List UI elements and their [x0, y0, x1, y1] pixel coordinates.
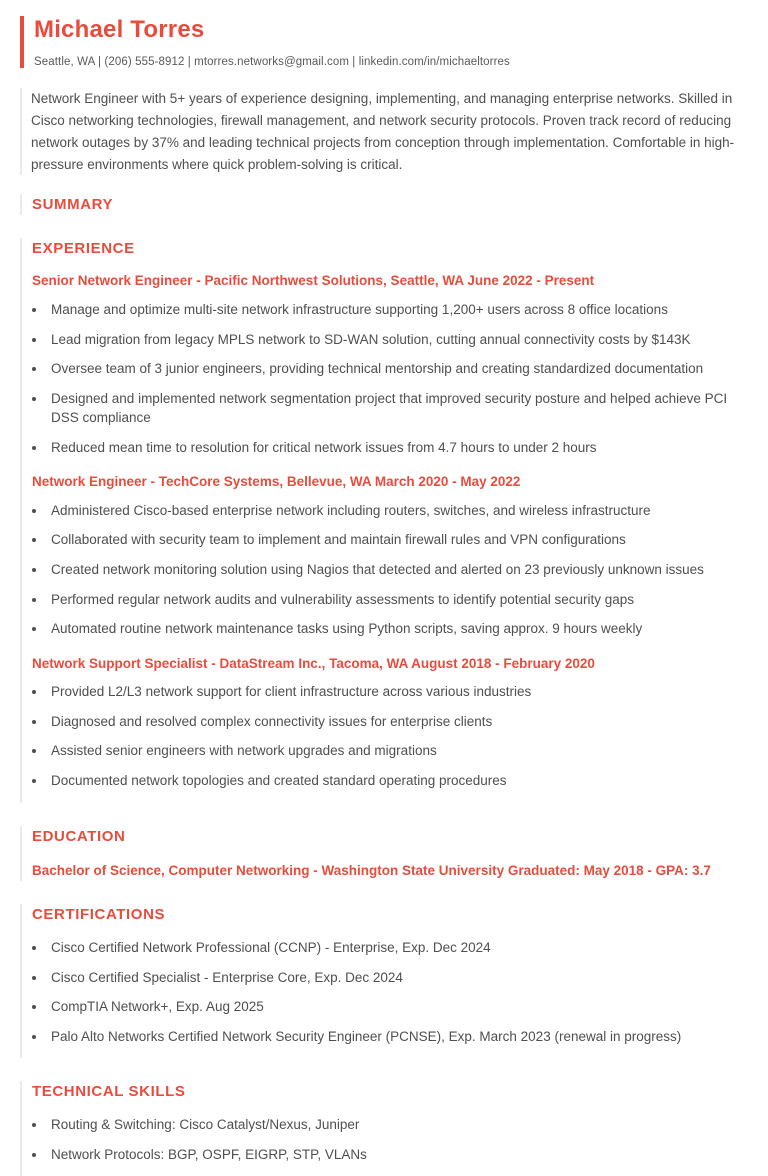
experience-heading: EXPERIENCE — [32, 240, 135, 258]
bullet-item: • Created network monitoring solution using Nagios that detected and alerted on 23 previously unknown issues — [47, 560, 742, 580]
section-experience — [20, 238, 742, 802]
bullet-item: • Assisted senior engineers with network upgrades and migrations — [47, 741, 742, 761]
job-bullet-list — [32, 682, 742, 790]
certifications-list — [32, 938, 742, 1046]
bullet-item: • Routing & Switching: Cisco Catalyst/Nexus, Juniper — [47, 1115, 742, 1135]
summary-paragraph: Network Engineer with 5+ years of experience designing, implementing, and managing enterprise networks. Skilled in Cisco networking technologies, firewall management, and network security protocols. Proven track record of reducing network outages by 37% and leading technical projects from conception through implementation. Comfortable in high-pressure environments where quick problem-solving is critical. — [20, 88, 742, 175]
bullet-item: • Reduced mean time to resolution for critical network issues from 4.7 hours to under 2 hours — [47, 438, 742, 458]
bullet-item: • Oversee team of 3 junior engineers, providing technical mentorship and creating standardized documentation — [47, 359, 742, 379]
certifications-heading: CERTIFICATIONS — [32, 906, 166, 924]
degree-line: Bachelor of Science, Computer Networking - Washington State University Graduated: May 2018 - GPA: 3.7 — [32, 862, 711, 878]
technical-skills-heading: TECHNICAL SKILLS — [32, 1083, 186, 1101]
job-title: Network Support Specialist - DataStream Inc., Tacoma, WA August 2018 - February 2020 — [32, 655, 595, 671]
bullet-item: • CompTIA Network+, Exp. Aug 2025 — [47, 997, 742, 1017]
bullet-item: • Lead migration from legacy MPLS network to SD-WAN solution, cutting annual connectivity costs by $143K — [47, 330, 742, 350]
job-bullet-list — [32, 300, 742, 457]
candidate-name: Michael Torres — [34, 16, 205, 43]
resume-header — [20, 16, 742, 68]
bullet-item: • Cisco Certified Network Professional (CCNP) - Enterprise, Exp. Dec 2024 — [47, 938, 742, 958]
bullet-item: • Provided L2/L3 network support for client infrastructure across various industries — [47, 682, 742, 702]
contact-line: Seattle, WA | (206) 555-8912 | mtorres.networks@gmail.com | linkedin.com/in/michaeltorres — [34, 56, 510, 68]
education-heading: EDUCATION — [32, 827, 126, 845]
bullet-item: • Diagnosed and resolved complex connectivity issues for enterprise clients — [47, 712, 742, 732]
bullet-item: • Administered Cisco-based enterprise network including routers, switches, and wireless infrastructure — [47, 501, 742, 521]
bullet-item: • Collaborated with security team to implement and maintain firewall rules and VPN configurations — [47, 530, 742, 550]
bullet-item: • Network Protocols: BGP, OSPF, EIGRP, STP, VLANs — [47, 1145, 742, 1165]
bullet-item: • Performed regular network audits and vulnerability assessments to identify potential security gaps — [47, 590, 742, 610]
section-summary — [20, 194, 742, 215]
bullet-item: • Cisco Certified Specialist - Enterprise Core, Exp. Dec 2024 — [47, 968, 742, 988]
bullet-item: • Automated routine network maintenance tasks using Python scripts, saving approx. 9 hours weekly — [47, 619, 742, 639]
summary-heading: SUMMARY — [32, 196, 114, 214]
bullet-item: • Designed and implemented network segmentation project that improved security posture and helped achieve PCI DSS compliance — [47, 389, 742, 428]
job-title: Senior Network Engineer - Pacific Northwest Solutions, Seattle, WA June 2022 - Present — [32, 273, 595, 289]
skills-list — [32, 1115, 742, 1164]
section-education — [20, 826, 742, 882]
job-title: Network Engineer - TechCore Systems, Bellevue, WA March 2020 - May 2022 — [32, 474, 521, 490]
bullet-item: • Documented network topologies and created standard operating procedures — [47, 771, 742, 791]
bullet-item: • Manage and optimize multi-site network infrastructure supporting 1,200+ users across 8 office locations — [47, 300, 742, 320]
section-technical-skills — [20, 1081, 742, 1176]
job-bullet-list — [32, 501, 742, 639]
section-certifications — [20, 904, 742, 1058]
bullet-item: • Palo Alto Networks Certified Network Security Engineer (PCNSE), Exp. March 2023 (renewal in progress) — [47, 1027, 742, 1047]
